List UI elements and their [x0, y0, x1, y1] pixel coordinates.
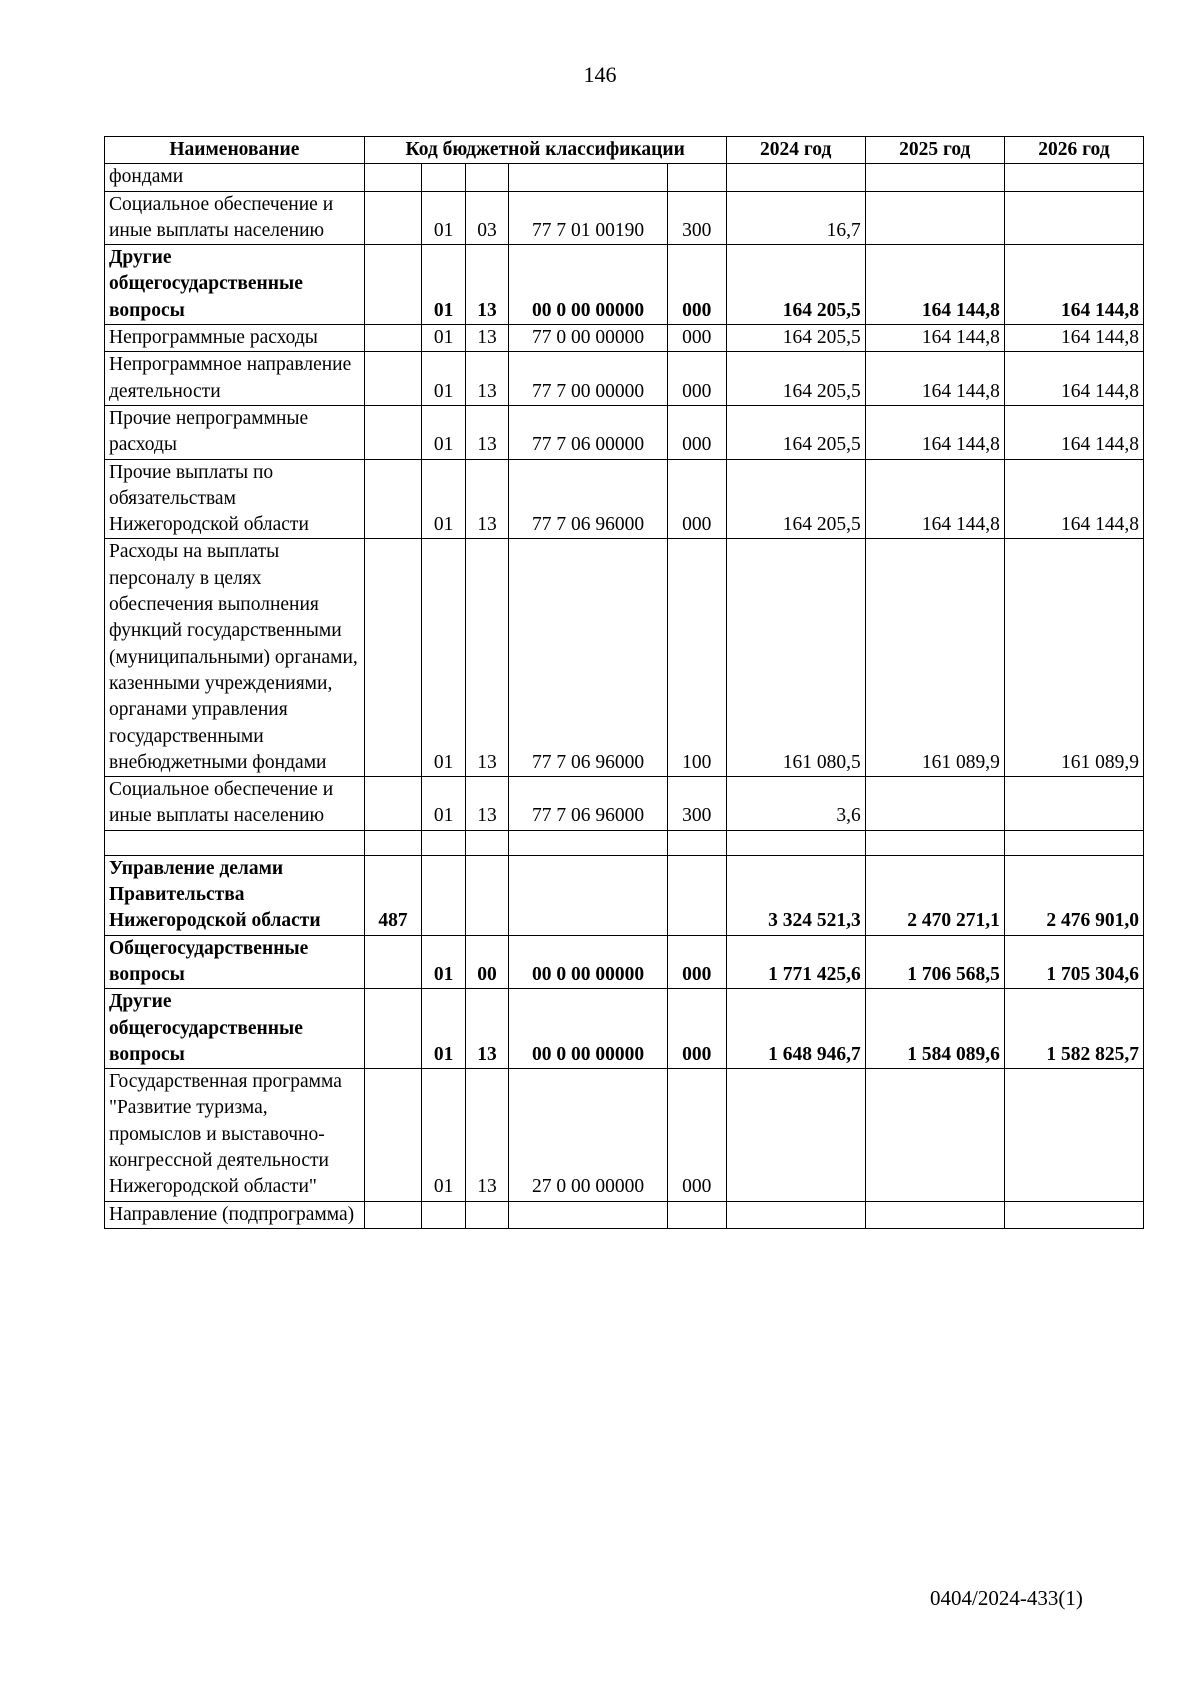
cell-vr: 000 [667, 935, 726, 989]
cell-pr: 13 [465, 325, 508, 352]
cell-csr: 77 0 00 00000 [509, 325, 668, 352]
header-2025: 2025 год [865, 137, 1004, 164]
cell-y2026: 164 144,8 [1004, 352, 1143, 406]
cell-vr: 000 [667, 1069, 726, 1201]
cell-vr: 300 [667, 191, 726, 245]
table-row [105, 164, 1144, 191]
header-2026: 2026 год [1004, 137, 1143, 164]
cell-vr [667, 164, 726, 191]
cell-rz: 01 [422, 352, 465, 406]
cell-y2024: 1 771 425,6 [726, 935, 865, 989]
cell-rz: 01 [422, 935, 465, 989]
cell-csr: 77 7 00 00000 [509, 352, 668, 406]
cell-csr: 27 0 00 00000 [509, 1069, 668, 1201]
cell-y2026: 161 089,9 [1004, 539, 1143, 777]
cell-y2026 [1004, 1201, 1143, 1228]
cell-y2024 [726, 164, 865, 191]
cell-csr: 77 7 06 96000 [509, 539, 668, 777]
cell-y2025: 164 144,8 [865, 405, 1004, 459]
cell-csr: 00 0 00 00000 [509, 935, 668, 989]
cell-vr: 100 [667, 539, 726, 777]
cell-y2024: 164 205,5 [726, 459, 865, 539]
cell-name: Прочие непрограммные расходы [105, 405, 365, 459]
cell-pr: 13 [465, 352, 508, 406]
cell-csr: 77 7 06 96000 [509, 777, 668, 831]
cell-name: Социальное обеспечение и иные выплаты населению [105, 191, 365, 245]
cell-ved: 487 [364, 855, 422, 935]
cell-pr: 13 [465, 245, 508, 325]
cell-csr: 77 7 01 00190 [509, 191, 668, 245]
cell-y2025 [865, 164, 1004, 191]
cell-pr: 13 [465, 405, 508, 459]
cell-vr: 000 [667, 989, 726, 1069]
cell-name: Расходы на выплаты персоналу в целях обеспечения выполнения функций государственными (муниципальными) органами, казенными учреждениями, органами управления государственными внебюджетными фондами [105, 539, 365, 777]
table-row [105, 539, 1144, 777]
cell-ved [364, 1201, 422, 1228]
cell-y2024 [726, 1069, 865, 1201]
cell-name: Управление делами Правительства Нижегородской области [105, 855, 365, 935]
cell-y2026: 164 144,8 [1004, 245, 1143, 325]
cell-rz: 01 [422, 777, 465, 831]
cell-y2025: 1 706 568,5 [865, 935, 1004, 989]
cell-pr: 13 [465, 777, 508, 831]
cell-vr [667, 1201, 726, 1228]
cell-y2025: 164 144,8 [865, 325, 1004, 352]
cell-vr: 000 [667, 352, 726, 406]
cell-y2025 [865, 1069, 1004, 1201]
cell-csr [509, 164, 668, 191]
cell-y2025 [865, 777, 1004, 831]
cell-name: Непрограммное направление деятельности [105, 352, 365, 406]
cell-pr [465, 855, 508, 935]
table-row [105, 325, 1144, 352]
cell-ved [364, 352, 422, 406]
cell-name: Социальное обеспечение и иные выплаты населению [105, 777, 365, 831]
cell-name: Непрограммные расходы [105, 325, 365, 352]
cell-ved [364, 459, 422, 539]
cell-pr: 03 [465, 191, 508, 245]
cell-name: Другие общегосударственные вопросы [105, 989, 365, 1069]
cell-name: фондами [105, 164, 365, 191]
cell-y2024: 3 324 521,3 [726, 855, 865, 935]
cell-ved [364, 1069, 422, 1201]
table-row [105, 459, 1144, 539]
table-row [105, 935, 1144, 989]
cell-rz: 01 [422, 325, 465, 352]
cell-y2025: 2 470 271,1 [865, 855, 1004, 935]
cell-rz: 01 [422, 245, 465, 325]
cell-y2026: 164 144,8 [1004, 405, 1143, 459]
cell-y2026 [1004, 164, 1143, 191]
cell-rz [422, 830, 465, 855]
cell-pr: 13 [465, 989, 508, 1069]
table-row [105, 405, 1144, 459]
cell-y2025: 164 144,8 [865, 352, 1004, 406]
cell-rz: 01 [422, 1069, 465, 1201]
cell-y2025: 161 089,9 [865, 539, 1004, 777]
cell-vr: 000 [667, 245, 726, 325]
cell-csr [509, 830, 668, 855]
cell-pr: 13 [465, 459, 508, 539]
cell-y2026: 164 144,8 [1004, 325, 1143, 352]
cell-csr: 00 0 00 00000 [509, 245, 668, 325]
table-row [105, 245, 1144, 325]
cell-y2024: 1 648 946,7 [726, 989, 865, 1069]
table-row [105, 989, 1144, 1069]
cell-y2026 [1004, 777, 1143, 831]
cell-ved [364, 989, 422, 1069]
cell-y2026 [1004, 191, 1143, 245]
cell-ved [364, 539, 422, 777]
cell-vr: 000 [667, 405, 726, 459]
page-number: 146 [583, 62, 617, 87]
cell-name: Общегосударственные вопросы [105, 935, 365, 989]
cell-ved [364, 325, 422, 352]
document-code: 0404/2024-433(1) [930, 1586, 1083, 1610]
cell-y2024: 3,6 [726, 777, 865, 831]
cell-y2025 [865, 1201, 1004, 1228]
cell-y2026: 164 144,8 [1004, 459, 1143, 539]
table-header-row [105, 137, 1144, 164]
cell-vr [667, 855, 726, 935]
cell-vr: 000 [667, 325, 726, 352]
cell-csr [509, 1201, 668, 1228]
cell-pr [465, 1201, 508, 1228]
budget-table [104, 136, 1144, 1229]
cell-ved [364, 245, 422, 325]
cell-csr: 77 7 06 96000 [509, 459, 668, 539]
cell-rz [422, 855, 465, 935]
table-body [105, 164, 1144, 1229]
cell-rz [422, 1201, 465, 1228]
table-row [105, 191, 1144, 245]
cell-y2026 [1004, 1069, 1143, 1201]
cell-y2026 [1004, 830, 1143, 855]
cell-y2025 [865, 191, 1004, 245]
table-row [105, 1069, 1144, 1201]
cell-vr [667, 830, 726, 855]
cell-y2024: 161 080,5 [726, 539, 865, 777]
cell-csr: 00 0 00 00000 [509, 989, 668, 1069]
cell-rz [422, 164, 465, 191]
cell-rz: 01 [422, 191, 465, 245]
cell-ved [364, 191, 422, 245]
table-row [105, 1201, 1144, 1228]
cell-pr [465, 164, 508, 191]
table-row [105, 352, 1144, 406]
cell-y2024 [726, 1201, 865, 1228]
cell-pr [465, 830, 508, 855]
header-2024: 2024 год [726, 137, 865, 164]
cell-csr: 77 7 06 00000 [509, 405, 668, 459]
cell-ved [364, 164, 422, 191]
cell-ved [364, 405, 422, 459]
cell-y2024: 164 205,5 [726, 352, 865, 406]
cell-y2025: 1 584 089,6 [865, 989, 1004, 1069]
cell-vr: 300 [667, 777, 726, 831]
cell-y2024 [726, 830, 865, 855]
cell-name: Другие общегосударственные вопросы [105, 245, 365, 325]
table-row [105, 855, 1144, 935]
cell-rz: 01 [422, 989, 465, 1069]
cell-y2026: 1 705 304,6 [1004, 935, 1143, 989]
cell-y2025 [865, 830, 1004, 855]
cell-name: Направление (подпрограмма) [105, 1201, 365, 1228]
cell-csr [509, 855, 668, 935]
cell-y2026: 1 582 825,7 [1004, 989, 1143, 1069]
cell-y2025: 164 144,8 [865, 245, 1004, 325]
cell-ved [364, 777, 422, 831]
cell-rz: 01 [422, 459, 465, 539]
cell-vr: 000 [667, 459, 726, 539]
cell-rz: 01 [422, 405, 465, 459]
cell-y2024: 164 205,5 [726, 325, 865, 352]
cell-pr: 13 [465, 539, 508, 777]
cell-ved [364, 935, 422, 989]
cell-pr: 00 [465, 935, 508, 989]
table-row [105, 777, 1144, 831]
cell-name: Прочие выплаты по обязательствам Нижегородской области [105, 459, 365, 539]
cell-y2024: 164 205,5 [726, 405, 865, 459]
cell-y2024: 164 205,5 [726, 245, 865, 325]
spacer-row [105, 830, 1144, 855]
cell-name: Государственная программа "Развитие туризма, промыслов и выставочно-конгрессной деятельности Нижегородской области" [105, 1069, 365, 1201]
cell-rz: 01 [422, 539, 465, 777]
header-name: Наименование [105, 137, 365, 164]
cell-ved [364, 830, 422, 855]
cell-y2026: 2 476 901,0 [1004, 855, 1143, 935]
header-code: Код бюджетной классификации [364, 137, 726, 164]
cell-pr: 13 [465, 1069, 508, 1201]
cell-name [105, 830, 365, 855]
cell-y2025: 164 144,8 [865, 459, 1004, 539]
cell-y2024: 16,7 [726, 191, 865, 245]
